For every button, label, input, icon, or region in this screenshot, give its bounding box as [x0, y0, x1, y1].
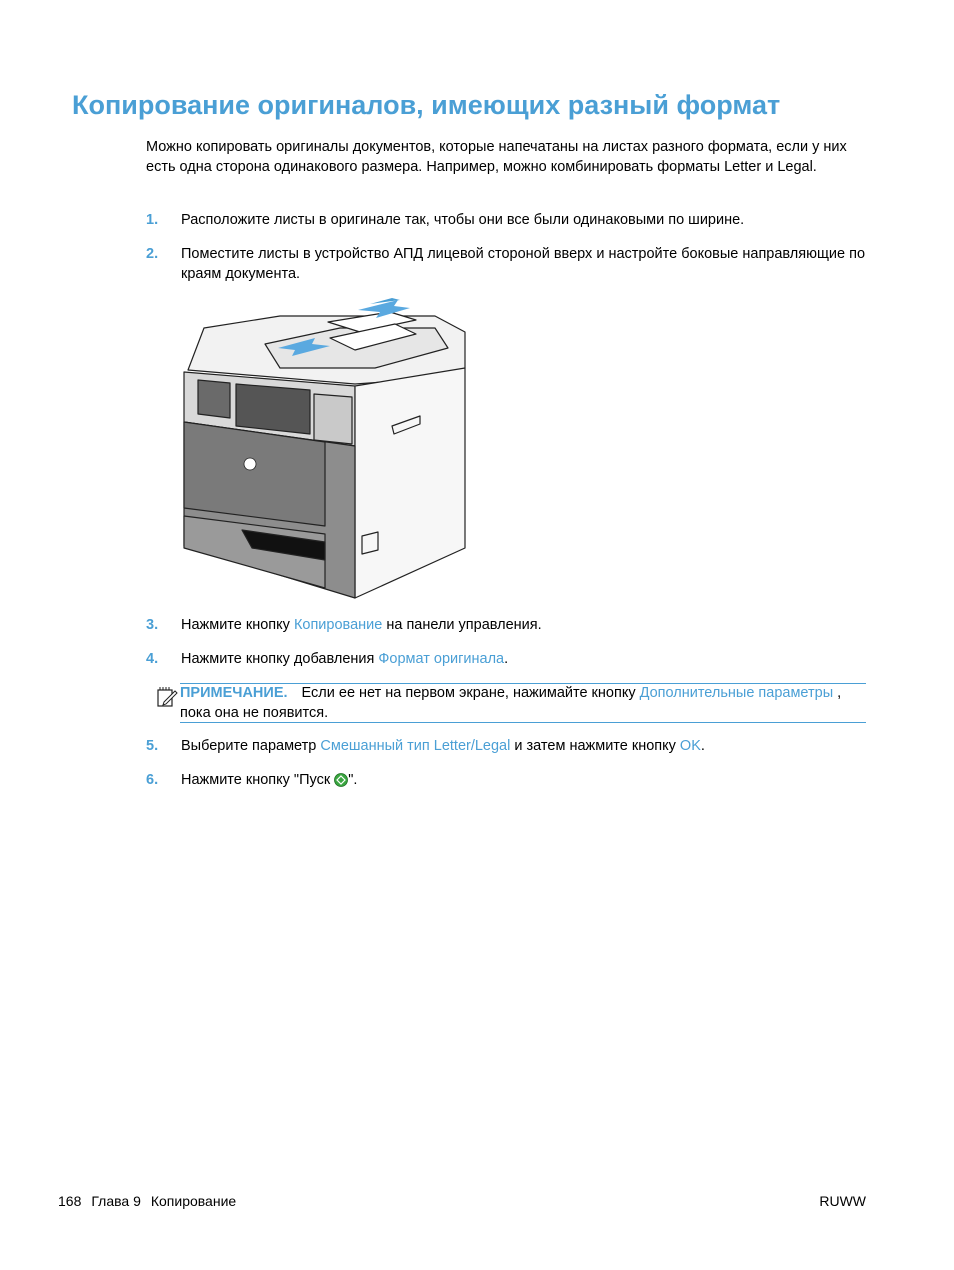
page-title: Копирование оригиналов, имеющих разный формат — [72, 90, 781, 120]
step-text — [181, 737, 871, 757]
text: и затем нажмите кнопку — [510, 738, 680, 754]
step-number: 1. — [146, 212, 159, 228]
note-label: ПРИМЕЧАНИЕ. — [180, 685, 288, 701]
text: Нажмите кнопку "Пуск — [181, 772, 335, 788]
note-text — [180, 684, 866, 723]
text: , пока она не появится. — [180, 685, 842, 721]
intro-paragraph: Можно копировать оригиналы документов, которые напечатаны на листах разного формата, если у них есть одна сторона одинакового размера. Например, можно комбинировать форматы Letter и Legal. — [146, 139, 847, 175]
start-icon — [334, 773, 348, 787]
note-box — [180, 683, 866, 723]
text: Нажмите кнопку добавления — [181, 651, 379, 667]
step-number: 3. — [146, 617, 159, 633]
step-number: 5. — [146, 738, 159, 754]
chapter: Глава 9 — [91, 1193, 141, 1209]
text: Нажмите кнопку — [181, 617, 294, 633]
step-number: 4. — [146, 651, 159, 667]
copy-button-link[interactable]: Копирование — [293, 617, 383, 633]
text: . — [504, 651, 509, 667]
step-text — [181, 771, 871, 791]
original-format-link[interactable]: Формат оригинала — [378, 651, 505, 667]
note-icon — [156, 686, 178, 708]
page-number: 168 — [58, 1193, 82, 1209]
text: Выберите параметр — [181, 738, 321, 754]
step-text: Расположите листы в оригинале так, чтобы они все были одинаковыми по ширине. — [181, 212, 745, 228]
text: на панели управления. — [382, 617, 542, 633]
more-options-link[interactable]: Дополнительные параметры — [639, 685, 834, 701]
step-number: 6. — [146, 772, 159, 788]
text: . — [700, 738, 705, 754]
step-text — [181, 616, 871, 636]
text: ". — [348, 772, 358, 788]
footer-left — [58, 1193, 246, 1209]
mixed-letter-legal-link[interactable]: Смешанный тип Letter/Legal — [320, 738, 511, 754]
step-number: 2. — [146, 246, 159, 262]
text: Если ее нет на первом экране, нажимайте кнопку — [301, 685, 640, 701]
section: Копирование — [150, 1193, 237, 1209]
step-text: Поместите листы в устройство АПД лицевой стороной вверх и настройте боковые направляющие по краям документа. — [181, 246, 866, 282]
step-text — [181, 650, 871, 670]
printer-illustration — [180, 298, 470, 600]
footer-code: RUWW — [819, 1193, 866, 1209]
ok-button-link[interactable]: OK — [679, 738, 701, 754]
